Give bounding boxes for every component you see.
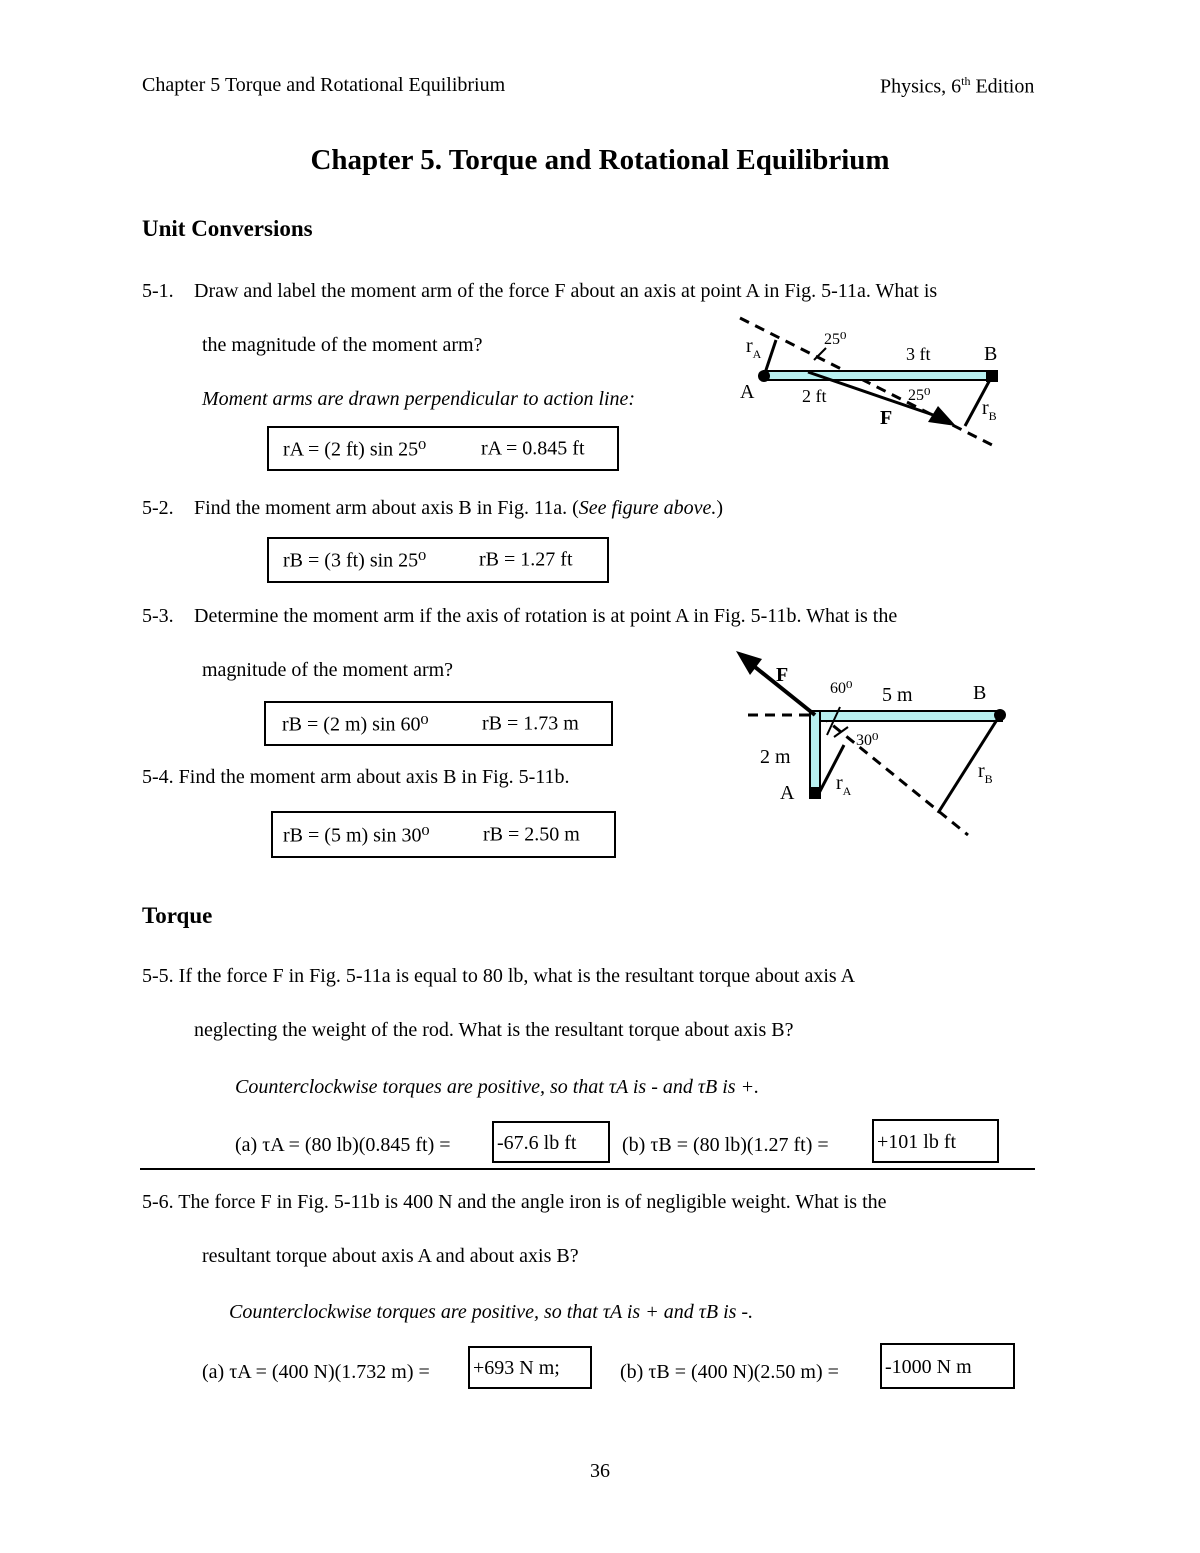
label-force-f: F bbox=[880, 407, 893, 429]
running-header-right bbox=[880, 74, 1034, 99]
answer-box-5-2 bbox=[267, 537, 609, 583]
problem-5-2-number: 5-2. bbox=[142, 497, 174, 519]
label-angle-30: 30⁰ bbox=[856, 732, 879, 749]
answer-5-6a: +693 N m; bbox=[473, 1357, 560, 1379]
answer-5-3-formula: rB = (2 m) sin 60⁰ bbox=[282, 713, 429, 735]
page-number: 36 bbox=[590, 1460, 610, 1482]
answer-5-4-result: rB = 2.50 m bbox=[483, 823, 580, 845]
label-rb: $r_B$ bbox=[978, 760, 993, 786]
answer-5-4-formula: rB = (5 m) sin 30⁰ bbox=[283, 824, 430, 846]
problem-5-6-note: Counterclockwise torques are positive, so that τA is + and τB is -. bbox=[229, 1301, 754, 1323]
problem-5-5-line1: 5-5. If the force F in Fig. 5-11a is equal to 80 lb, what is the resultant torque about axis A bbox=[142, 965, 856, 987]
problem-5-1-number: 5-1. bbox=[142, 280, 174, 302]
answer-box-5-6a bbox=[468, 1346, 592, 1389]
answer-5-1-result: rA = 0.845 ft bbox=[481, 437, 585, 459]
label-angle-60: 60⁰ bbox=[830, 680, 853, 697]
rod bbox=[764, 371, 992, 380]
problem-5-1-line2: the magnitude of the moment arm? bbox=[202, 334, 483, 356]
label-b: B bbox=[984, 343, 998, 365]
answer-box-5-6b bbox=[880, 1343, 1015, 1389]
label-b: B bbox=[973, 682, 987, 704]
section-heading-unit-conversions: Unit Conversions bbox=[142, 216, 313, 241]
angle-iron-horizontal bbox=[810, 711, 1002, 721]
answer-box-5-5a bbox=[492, 1121, 610, 1163]
answer-box-5-1 bbox=[267, 426, 619, 471]
divider-rule bbox=[140, 1168, 1035, 1170]
problem-5-6-b-expression: (b) τB = (400 N)(2.50 m) = bbox=[620, 1361, 839, 1383]
label-force-f: F bbox=[776, 664, 789, 686]
problem-5-1-line1: Draw and label the moment arm of the force F about an axis at point A in Fig. 5-11a. What is bbox=[194, 280, 938, 302]
problem-5-2-see-figure: See figure above. bbox=[578, 497, 717, 519]
running-header-left: Chapter 5 Torque and Rotational Equilibrium bbox=[142, 74, 506, 96]
force-arrowhead bbox=[928, 406, 956, 426]
answer-5-1-formula: rA = (2 ft) sin 25⁰ bbox=[283, 438, 427, 460]
problem-5-2-text: Find the moment arm about axis B in Fig. 11a. ( bbox=[194, 497, 579, 519]
answer-5-3-result: rB = 1.73 m bbox=[482, 712, 579, 734]
problem-5-6-line1: 5-6. The force F in Fig. 5-11b is 400 N and the angle iron is of negligible weight. What is the bbox=[142, 1191, 887, 1213]
answer-5-2-formula: rB = (3 ft) sin 25⁰ bbox=[283, 549, 427, 572]
label-ra: $r_A$ bbox=[746, 335, 762, 361]
problem-5-6-line2: resultant torque about axis A and about axis B? bbox=[202, 1245, 579, 1267]
label-ra: $r_A$ bbox=[836, 772, 852, 798]
answer-5-5a: -67.6 lb ft bbox=[497, 1132, 577, 1154]
problem-5-5-b-expression: (b) τB = (80 lb)(1.27 ft) = bbox=[622, 1134, 829, 1156]
figure-5-11b bbox=[730, 645, 1020, 845]
action-line-dashed bbox=[740, 318, 998, 448]
label-2ft: 2 ft bbox=[802, 386, 827, 406]
problem-5-2-close: ) bbox=[716, 497, 723, 519]
page-title: Chapter 5. Torque and Rotational Equilibrium bbox=[310, 144, 890, 176]
answer-5-5b: +101 lb ft bbox=[877, 1131, 957, 1153]
problem-5-2-line1 bbox=[194, 497, 723, 520]
label-5m: 5 m bbox=[882, 684, 913, 706]
header-right-suffix: Edition bbox=[970, 75, 1035, 98]
section-heading-torque: Torque bbox=[142, 903, 213, 928]
label-angle-25-bottom: 25⁰ bbox=[908, 387, 931, 404]
header-right-prefix: Physics, 6 bbox=[880, 75, 962, 98]
problem-5-4-line1: 5-4. Find the moment arm about axis B in Fig. 5-11b. bbox=[142, 766, 570, 788]
problem-5-6-a-expression: (a) τA = (400 N)(1.732 m) = bbox=[202, 1361, 430, 1383]
problem-5-1-note: Moment arms are drawn perpendicular to action line: bbox=[202, 388, 636, 410]
answer-box-5-4 bbox=[271, 811, 616, 858]
problem-5-3-number: 5-3. bbox=[142, 605, 174, 627]
label-2m: 2 m bbox=[760, 746, 791, 768]
answer-5-6b: -1000 N m bbox=[885, 1356, 972, 1378]
label-3ft: 3 ft bbox=[906, 344, 931, 364]
header-right-sup: th bbox=[961, 74, 971, 88]
moment-arm-rb bbox=[938, 715, 1000, 813]
label-a: A bbox=[780, 782, 795, 804]
answer-5-2-result: rB = 1.27 ft bbox=[479, 548, 573, 571]
answer-box-5-5b bbox=[872, 1119, 999, 1163]
label-angle-25-top: 25⁰ bbox=[824, 331, 847, 348]
problem-5-5-line2: neglecting the weight of the rod. What is the resultant torque about axis B? bbox=[194, 1019, 794, 1041]
figure-5-11a bbox=[730, 310, 1020, 460]
problem-5-5-note: Counterclockwise torques are positive, so that τA is - and τB is +. bbox=[235, 1076, 760, 1098]
angle-iron-vertical bbox=[810, 711, 820, 795]
problem-5-5-a-expression: (a) τA = (80 lb)(0.845 ft) = bbox=[235, 1134, 451, 1156]
problem-5-3-line1: Determine the moment arm if the axis of rotation is at point A in Fig. 5-11b. What is the bbox=[194, 605, 898, 627]
label-rb: $r_B$ bbox=[982, 397, 997, 423]
problem-5-3-line2: magnitude of the moment arm? bbox=[202, 659, 454, 681]
answer-box-5-3 bbox=[264, 701, 613, 746]
label-a: A bbox=[740, 381, 755, 403]
